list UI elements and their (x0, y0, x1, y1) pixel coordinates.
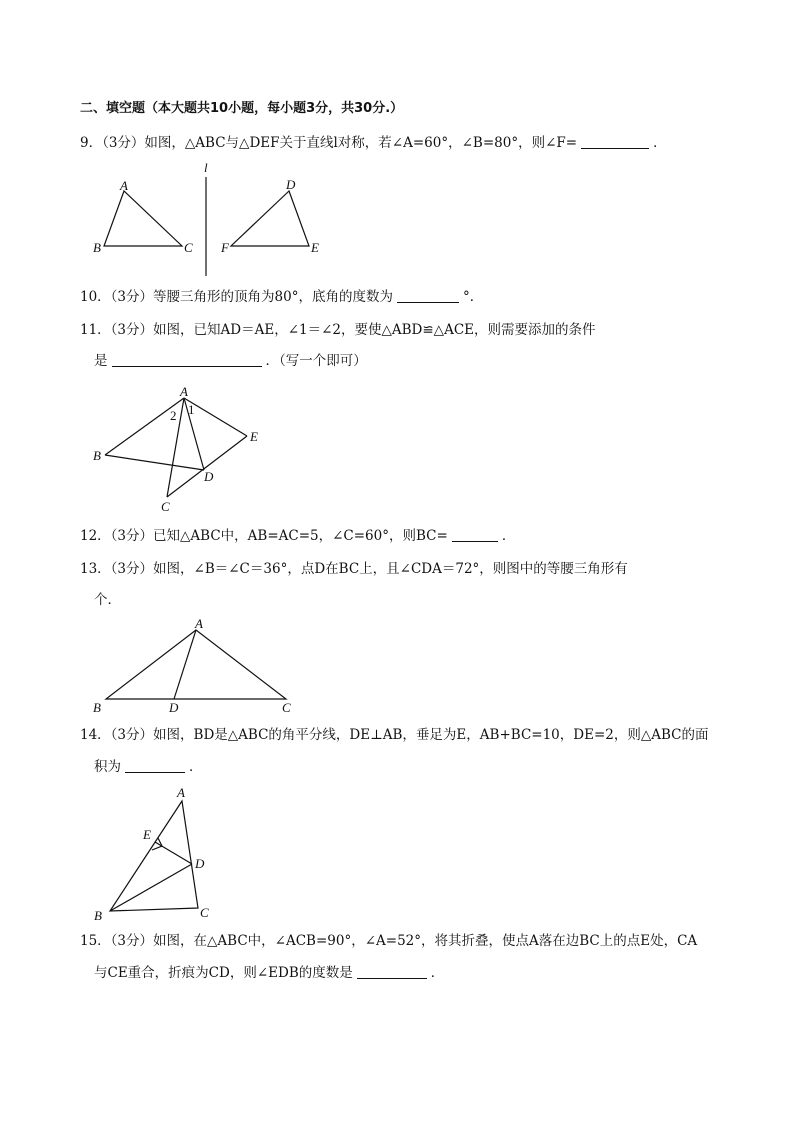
label-e: E (143, 827, 151, 842)
question-11-prefix: 是 (94, 353, 108, 369)
question-9-text: 9．（3分）如图，△ABC与△DEF关于直线l对称，若∠A=60°，∠B=80°，则∠F= (80, 135, 578, 151)
question-10-suffix: °． (462, 289, 484, 305)
label-d: D (195, 856, 205, 871)
label-a: A (177, 785, 185, 800)
label-angle-1: 1 (188, 402, 195, 417)
question-14-prefix: 积为 (94, 759, 121, 775)
question-14-suffix: ． (189, 759, 203, 775)
label-d: D (169, 700, 179, 715)
question-15-line2 (94, 964, 444, 982)
label-c: C (282, 700, 291, 715)
label-b: B (93, 700, 101, 715)
segment-bd (110, 864, 192, 911)
label-d: D (286, 177, 296, 192)
label-a: A (195, 616, 203, 631)
question-12-suffix: ． (501, 528, 516, 544)
label-e: E (250, 429, 258, 444)
label-c: C (184, 240, 193, 255)
label-a: A (120, 178, 128, 193)
question-15-prefix: 与CE重合，折痕为CD，则∠EDB的度数是 (94, 965, 353, 981)
answer-blank-15[interactable] (357, 964, 427, 979)
label-b: B (93, 240, 101, 255)
label-c: C (161, 499, 170, 514)
label-c: C (200, 905, 209, 920)
question-15-line1: 15．（3分）如图，在△ABC中，∠ACB=90°，∠A=52°，将其折叠，使点A落在边BC上的点E处，CA (80, 933, 698, 949)
label-angle-2: 2 (170, 408, 177, 423)
question-15-suffix: ． (430, 965, 445, 981)
segment-de (155, 842, 192, 864)
label-a: A (180, 384, 188, 399)
label-e: E (311, 240, 319, 255)
label-l: l (204, 160, 208, 175)
question-14-line1: 14．（3分）如图，BD是△ABC的角平分线，DE⊥AB，垂足为E，AB+BC=10，DE=2，则△ABC的面 (80, 727, 709, 743)
question-11-line1: 11．（3分）如图，已知AD＝AE，∠1＝∠2，要使△ABD≌△ACE，则需要添加的条件 (80, 322, 596, 338)
question-11-suffix: ．（写一个即可） (265, 353, 367, 369)
label-f: F (221, 240, 229, 255)
label-d: D (204, 469, 214, 484)
triangle-abc (110, 801, 198, 911)
question-9-suffix: ． (653, 135, 667, 151)
question-12-text: 12．（3分）已知△ABC中，AB=AC=5，∠C=60°，则BC= (80, 528, 448, 544)
label-b: B (94, 908, 102, 923)
question-13-line1: 13．（3分）如图，∠B＝∠C＝36°，点D在BC上，且∠CDA＝72°，则图中的等腰三角形有 (80, 561, 628, 577)
question-10-text: 10．（3分）等腰三角形的顶角为80°，底角的度数为 (80, 289, 393, 305)
label-b: B (93, 448, 101, 463)
section-title: 二、填空题（本大题共10小题，每小题3分，共30分.） (80, 101, 404, 116)
question-13-line2: 个． (94, 592, 121, 608)
